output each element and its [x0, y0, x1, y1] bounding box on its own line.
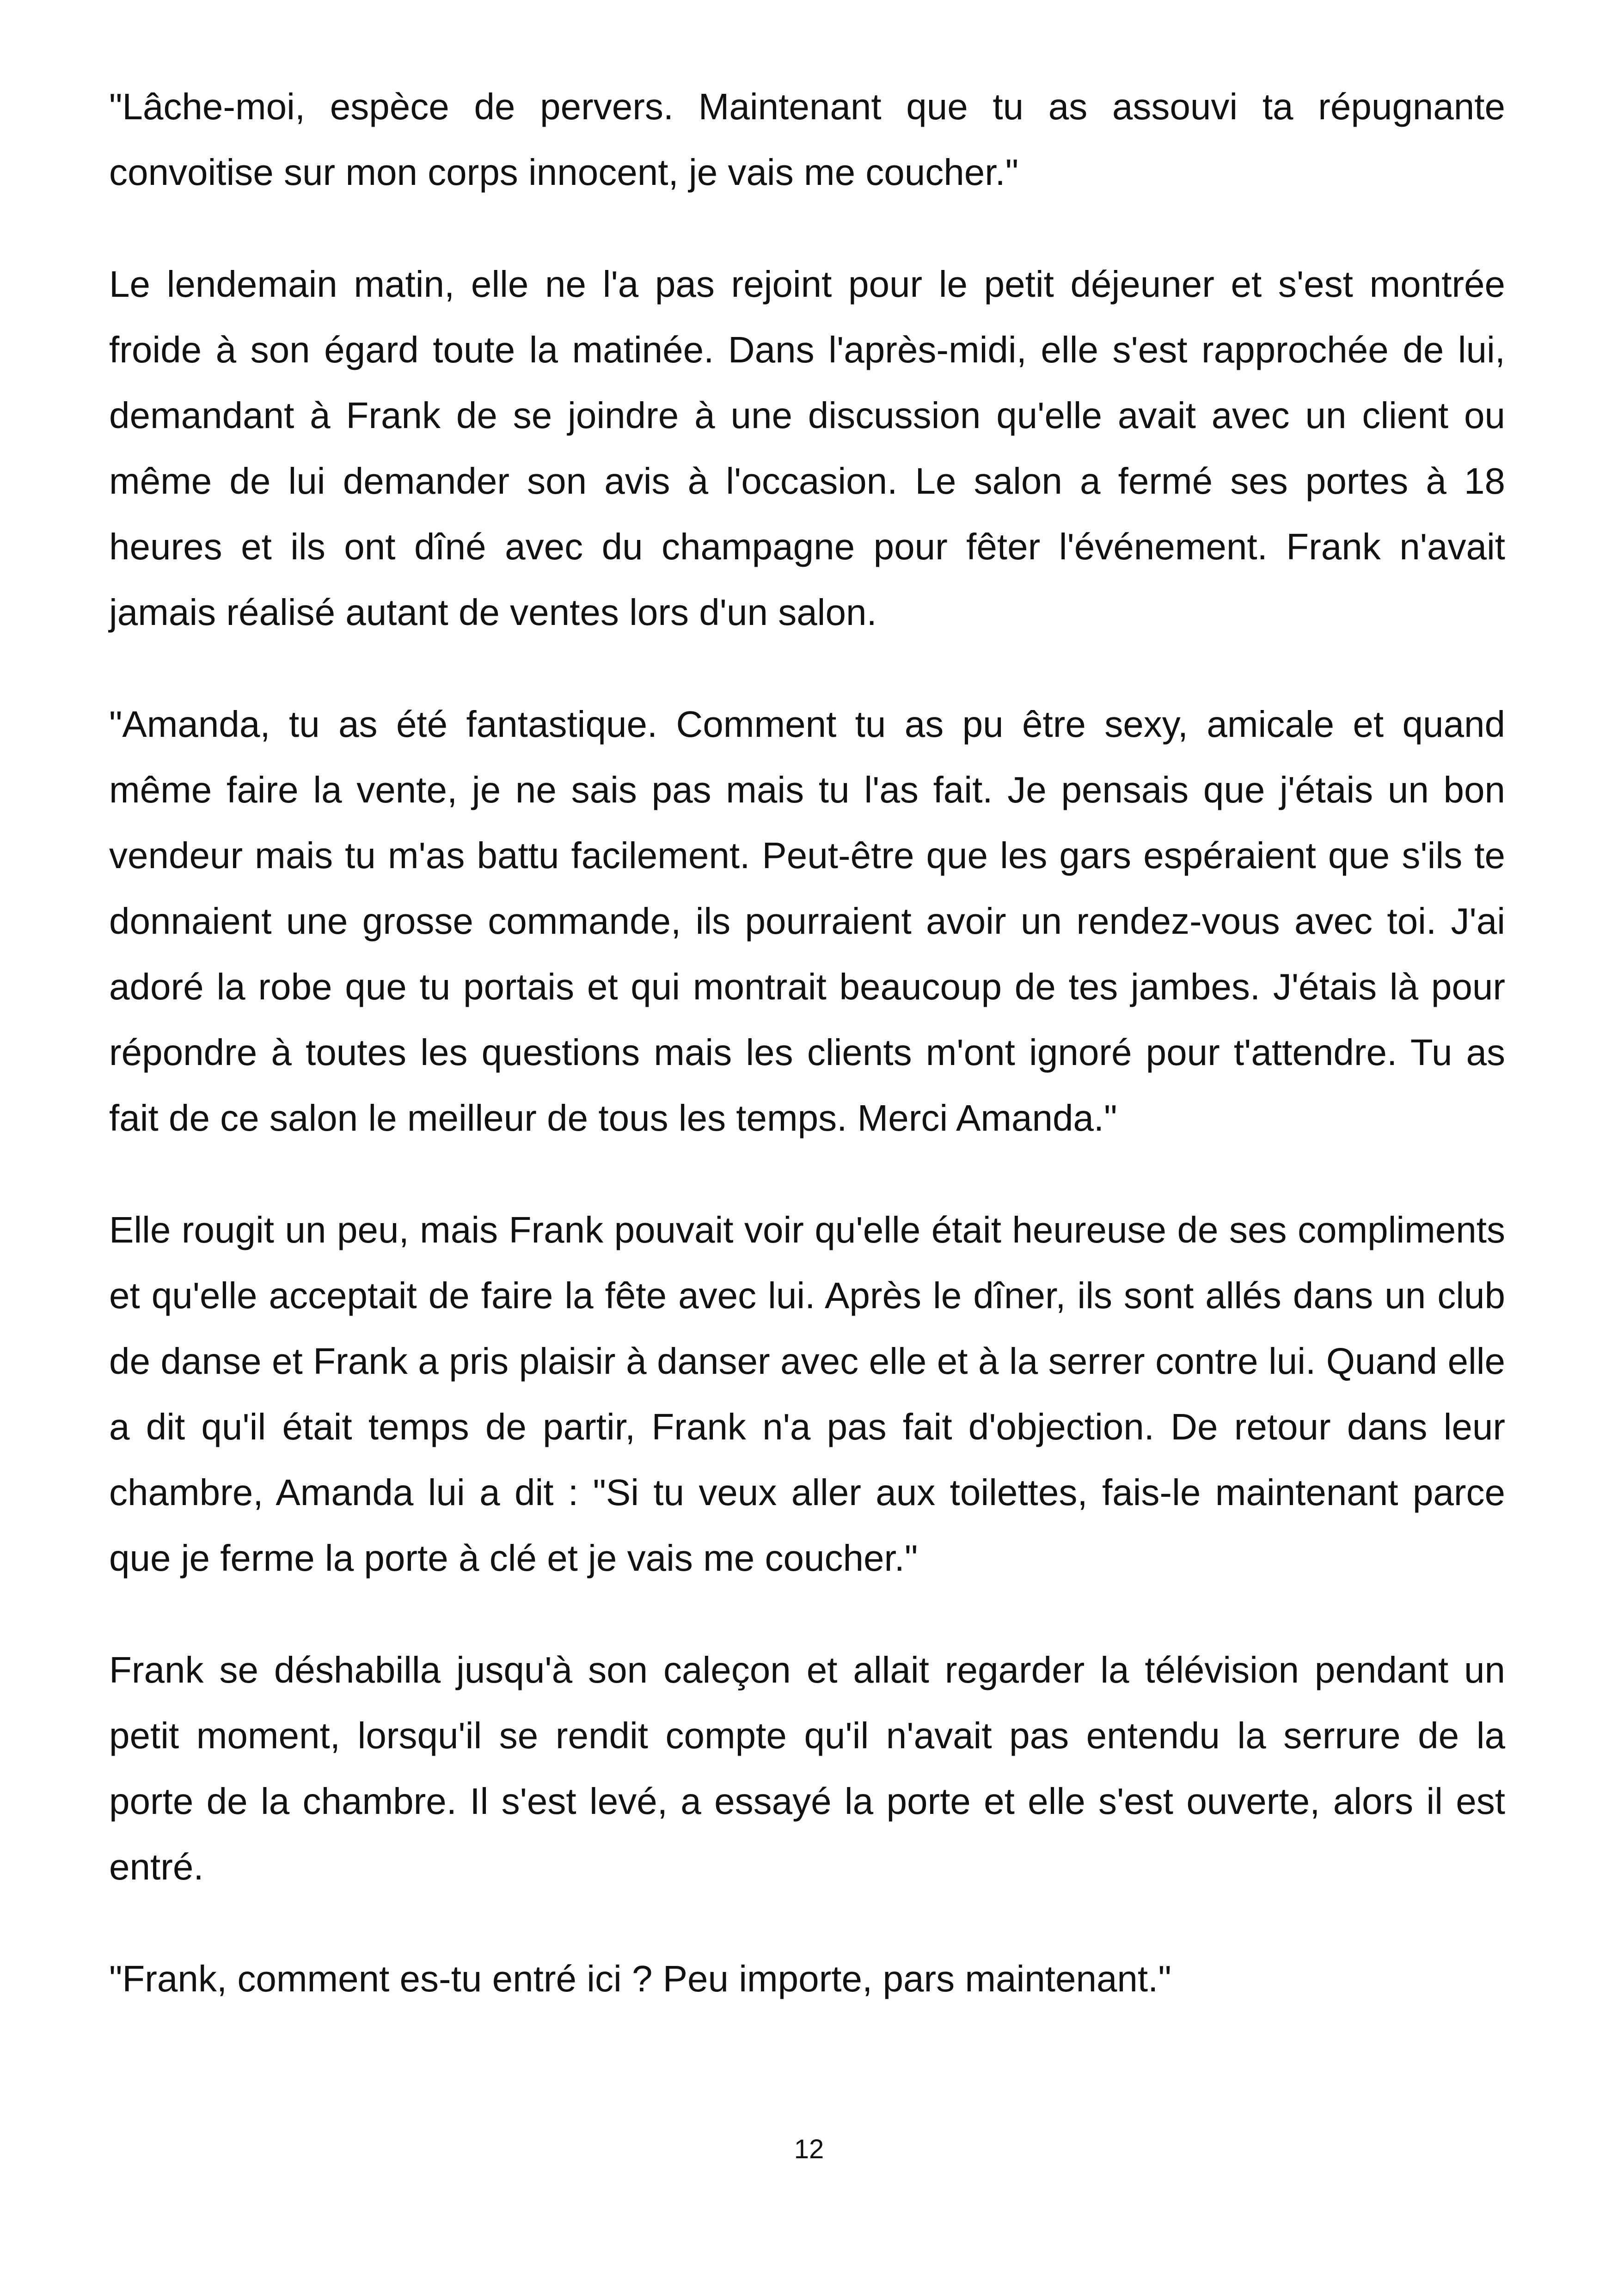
page-body-text: [109, 74, 1505, 2058]
paragraph: Elle rougit un peu, mais Frank pouvait voir qu'elle était heureuse de ses compliments et qu'elle acceptait de faire la fête avec lui. Après le dîner, ils sont allés dans un club de danse et Frank a pris plaisir à danser avec elle et à la serrer contre lui. Quand elle a dit qu'il était temps de partir, Frank n'a pas fait d'objection. De retour dans leur chambre, Amanda lui a dit : "Si tu veux aller aux toilettes, fais-le maintenant parce que je ferme la porte à clé et je vais me coucher.": [109, 1209, 1505, 1579]
paragraph: "Amanda, tu as été fantastique. Comment tu as pu être sexy, amicale et quand même faire la vente, je ne sais pas mais tu l'as fait. Je pensais que j'étais un bon vendeur mais tu m'as battu facilement. Peut-être que les gars espéraient que s'ils te donnaient une grosse commande, ils pourraient avoir un rendez-vous avec toi. J'ai adoré la robe que tu portais et qui montrait beaucoup de tes jambes. J'étais là pour répondre à toutes les questions mais les clients m'ont ignoré pour t'attendre. Tu as fait de ce salon le meilleur de tous les temps. Merci Amanda.": [109, 704, 1505, 1139]
page-number: 12: [794, 2134, 824, 2164]
paragraph: "Lâche-moi, espèce de pervers. Maintenant que tu as assouvi ta répugnante convoitise sur mon corps innocent, je vais me coucher.": [109, 86, 1505, 193]
paragraph: "Frank, comment es-tu entré ici ? Peu importe, pars maintenant.": [109, 1958, 1171, 1999]
paragraph: Frank se déshabilla jusqu'à son caleçon et allait regarder la télévision pendant un petit moment, lorsqu'il se rendit compte qu'il n'avait pas entendu la serrure de la porte de la chambre. Il s'est levé, a essayé la porte et elle s'est ouverte, alors il est entré.: [109, 1649, 1505, 1887]
paragraph: Le lendemain matin, elle ne l'a pas rejoint pour le petit déjeuner et s'est montrée froide à son égard toute la matinée. Dans l'après-midi, elle s'est rapprochée de lui, demandant à Frank de se joindre à une discussion qu'elle avait avec un client ou même de lui demander son avis à l'occasion. Le salon a fermé ses portes à 18 heures et ils ont dîné avec du champagne pour fêter l'événement. Frank n'avait jamais réalisé autant de ventes lors d'un salon.: [109, 263, 1505, 633]
